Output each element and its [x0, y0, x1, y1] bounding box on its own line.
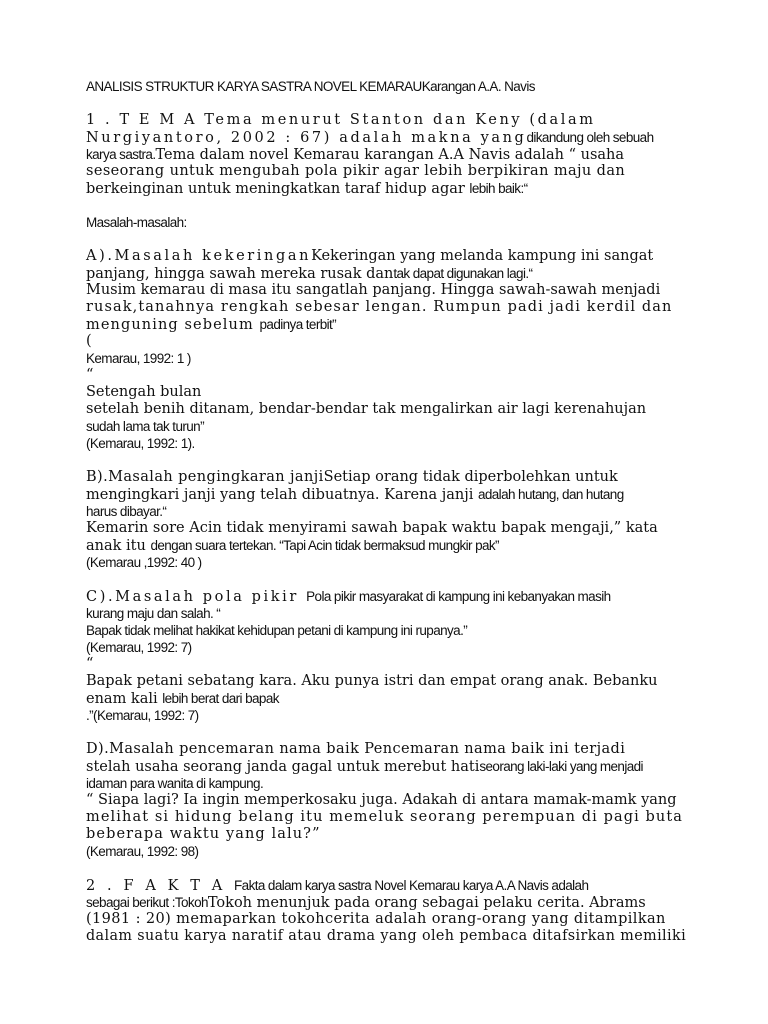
- masalah-a-line-4: rusak,tanahnya rengkah sebesar lengan. Rumpun padi jadi kerdil dan: [86, 299, 673, 315]
- masalah-a-line-11: sudah lama tak turun”: [86, 419, 204, 434]
- masalah-a-line-6: (: [86, 333, 92, 349]
- masalah-b-line-1: B).Masalah pengingkaran janjiSetiap orang tidak diperbolehkan untuk: [86, 469, 618, 485]
- document-page: [86, 78, 686, 945]
- document-title: [86, 78, 686, 95]
- masalah-c-line-8: .”(Kemarau, 1992: 7): [86, 708, 199, 723]
- tema-line-3: karya sastra.Tema dalam novel Kemarau karangan A.A Navis adalah “ usaha: [86, 147, 625, 163]
- masalah-d-line-7: (Kemarau, 1992: 98): [86, 844, 199, 859]
- masalah-d-line-1: D).Masalah pencemaran nama baik Pencemaran nama baik ini terjadi: [86, 741, 626, 757]
- masalah-b-line-2: mengingkari janji yang telah dibuatnya. Karena janji adalah hutang, dan hutang: [86, 487, 624, 503]
- masalah-a-line-8: “: [86, 367, 94, 383]
- masalah-c-line-2: kurang maju dan salah. “: [86, 606, 221, 621]
- masalah-c-line-7: enam kali lebih berat dari bapak: [86, 691, 279, 707]
- fakta-line-2: sebagai berikut :TokohTokoh menunjuk pada orang sebagai pelaku cerita. Abrams: [86, 895, 646, 911]
- masalah-b-line-4: Kemarin sore Acin tidak menyirami sawah bapak waktu bapak mengaji,” kata: [86, 520, 658, 536]
- fakta-line-1: 2 . F A K T A Fakta dalam karya sastra Novel Kemarau karya A.A Navis adalah: [86, 878, 589, 894]
- tema-line-2: Nurgiyantoro, 2002 : 67) adalah makna yangdikandung oleh sebuah: [86, 130, 654, 146]
- masalah-d-line-4: “ Siapa lagi? Ia ingin memperkosaku juga. Adakah di antara mamak-mamk yang: [86, 792, 677, 808]
- masalah-d-line-6: beberapa waktu yang lalu?”: [86, 826, 320, 842]
- masalah-a-line-7: Kemarau, 1992: 1 ): [86, 351, 191, 366]
- tema-line-1: 1 . T E M A Tema menurut Stanton dan Keny (dalam: [86, 112, 596, 128]
- masalah-a-line-9: Setengah bulan: [86, 384, 202, 400]
- title-text: ANALISIS STRUKTUR KARYA SASTRA NOVEL KEMARAUKarangan A.A. Navis: [86, 79, 535, 94]
- masalah-c-line-5: “: [86, 656, 94, 672]
- masalah-d-line-3: idaman para wanita di kampung.: [86, 776, 264, 791]
- tema-line-5: berkeinginan untuk meningkatkan taraf hidup agar lebih baik:“: [86, 181, 528, 197]
- masalah-a-line-10: setelah benih ditanam, bendar-bendar tak mengalirkan air lagi kerenahujan: [86, 401, 647, 417]
- masalah-b-line-5: anak itu dengan suara tertekan. “Tapi Acin tidak bermaksud mungkir pak”: [86, 538, 499, 554]
- masalah-a-line-3: Musim kemarau di masa itu sangatlah panjang. Hingga sawah-sawah menjadi: [86, 282, 661, 298]
- masalah-b-line-3: harus dibayar.“: [86, 504, 167, 519]
- masalah-heading: Masalah-masalah:: [86, 215, 187, 230]
- masalah-d-line-5: melihat si hidung belang itu memeluk seorang perempuan di pagi buta: [86, 809, 684, 825]
- masalah-c-line-4: (Kemarau, 1992: 7): [86, 640, 192, 655]
- fakta-line-4: dalam suatu karya naratif atau drama yang oleh pembaca ditafsirkan memiliki: [86, 928, 687, 944]
- fakta-line-3: (1981 : 20) memaparkan tokohcerita adalah orang-orang yang ditampilkan: [86, 911, 666, 927]
- masalah-b-line-6: (Kemarau ,1992: 40 ): [86, 555, 202, 570]
- masalah-c-line-6: Bapak petani sebatang kara. Aku punya istri dan empat orang anak. Bebanku: [86, 673, 658, 689]
- masalah-d-line-2: stelah usaha seorang janda gagal untuk merebut hatiseorang laki-laki yang menjadi: [86, 759, 643, 775]
- masalah-c-line-1: C).Masalah pola pikir Pola pikir masyarakat di kampung ini kebanyakan masih: [86, 589, 611, 605]
- masalah-a-line-2: panjang, hingga sawah mereka rusak dantak dapat digunakan lagi.“: [86, 266, 533, 282]
- tema-line-4: seseorang untuk mengubah pola pikir agar lebih berpikiran maju dan: [86, 163, 626, 179]
- masalah-a-line-5: menguning sebelum padinya terbit”: [86, 317, 337, 333]
- masalah-c-line-3: Bapak tidak melihat hakikat kehidupan petani di kampung ini rupanya.”: [86, 623, 468, 638]
- masalah-a-line-1: A).Masalah kekeringanKekeringan yang melanda kampung ini sangat: [86, 248, 654, 264]
- masalah-a-line-12: (Kemarau, 1992: 1).: [86, 436, 195, 451]
